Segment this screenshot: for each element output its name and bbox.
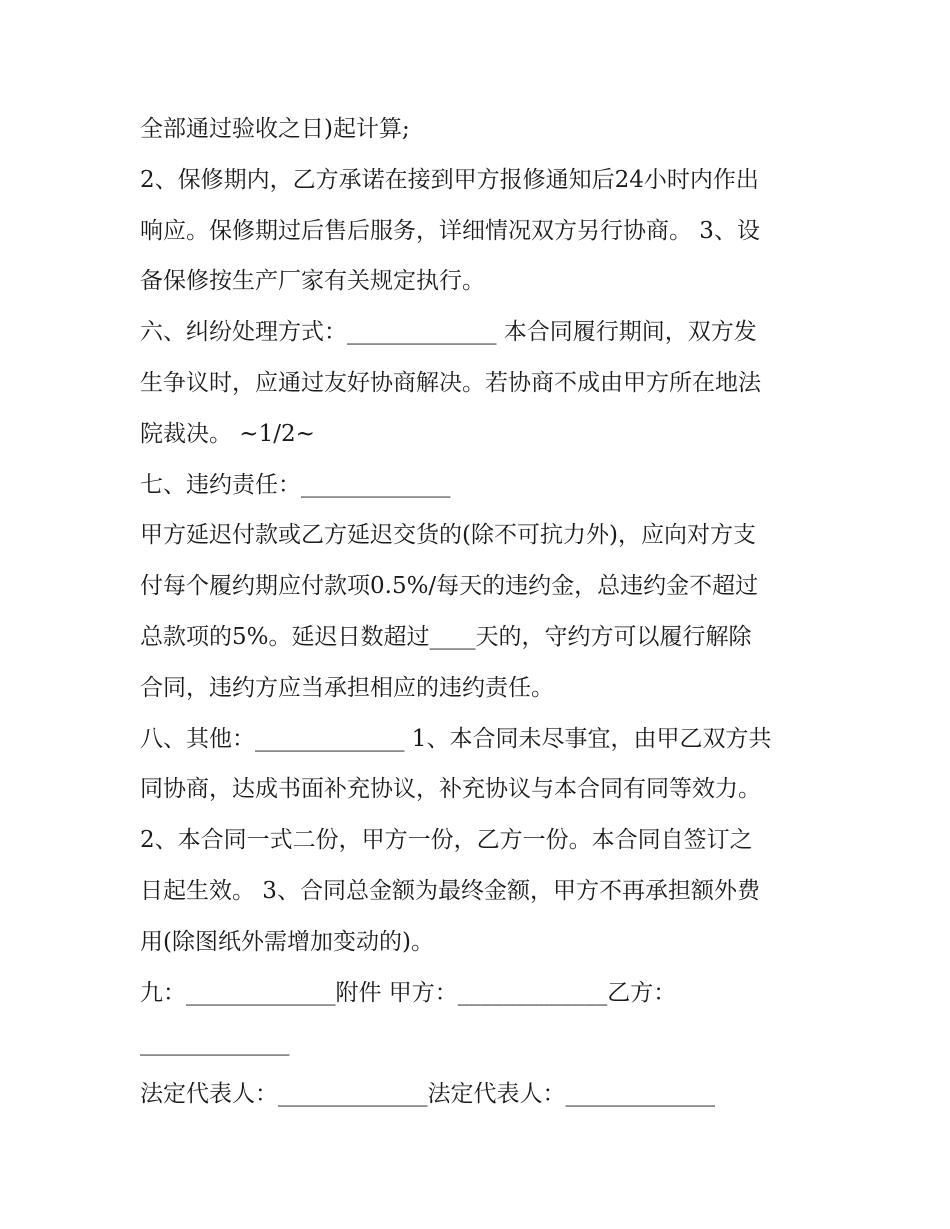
- text-line: 全部通过验收之日)起计算;: [140, 116, 410, 142]
- text-line: 付每个履约期应付款项0.5%/每天的违约金，总违约金不超过: [140, 573, 759, 600]
- text-line: 2、本合同一式二份，甲方一份，乙方一份。本合同自签订之: [140, 827, 753, 854]
- text-line: 总款项的5%。延迟日数超过____天的，守约方可以履行解除: [140, 623, 752, 650]
- text-line: 合同，违约方应当承担相应的违约责任。: [140, 674, 554, 701]
- contract-text: [140, 104, 830, 1120]
- text-line: 生争议时，应通过友好协商解决。若协商不成由甲方所在地法: [140, 369, 761, 396]
- text-line: 用(除图纸外需增加变动的)。: [140, 928, 434, 955]
- signature-blank-line: _____________: [140, 1030, 290, 1057]
- text-line: 甲方延迟付款或乙方延迟交货的(除不可抗力外)，应向对方支: [140, 522, 756, 549]
- section-nine-signature-line: 九：_____________附件 甲方：_____________乙方：: [140, 979, 677, 1006]
- legal-representative-line: 法定代表人：_____________法定代表人：_____________: [140, 1081, 715, 1108]
- text-line: 响应。保修期过后售后服务，详细情况双方另行协商。 3、设: [140, 217, 760, 244]
- text-line: 日起生效。 3、合同总金额为最终金额，甲方不再承担额外费: [140, 877, 760, 904]
- page-marker-line: 院裁决。 ~1/2~: [140, 420, 315, 447]
- text-line: 备保修按生产厂家有关规定执行。: [140, 268, 485, 295]
- text-line: 同协商，达成书面补充协议，补充协议与本合同有同等效力。: [140, 776, 761, 803]
- section-seven-liability-line: 七、违约责任：_____________: [140, 471, 451, 498]
- section-eight-other-line: 八、其他：_____________ 1、本合同未尽事宜，由甲乙双方共: [140, 725, 772, 752]
- text-line: 2、保修期内，乙方承诺在接到甲方报修通知后24小时内作出: [140, 166, 759, 193]
- section-six-dispute-line: 六、纠纷处理方式：_____________ 本合同履行期间，双方发: [140, 319, 757, 346]
